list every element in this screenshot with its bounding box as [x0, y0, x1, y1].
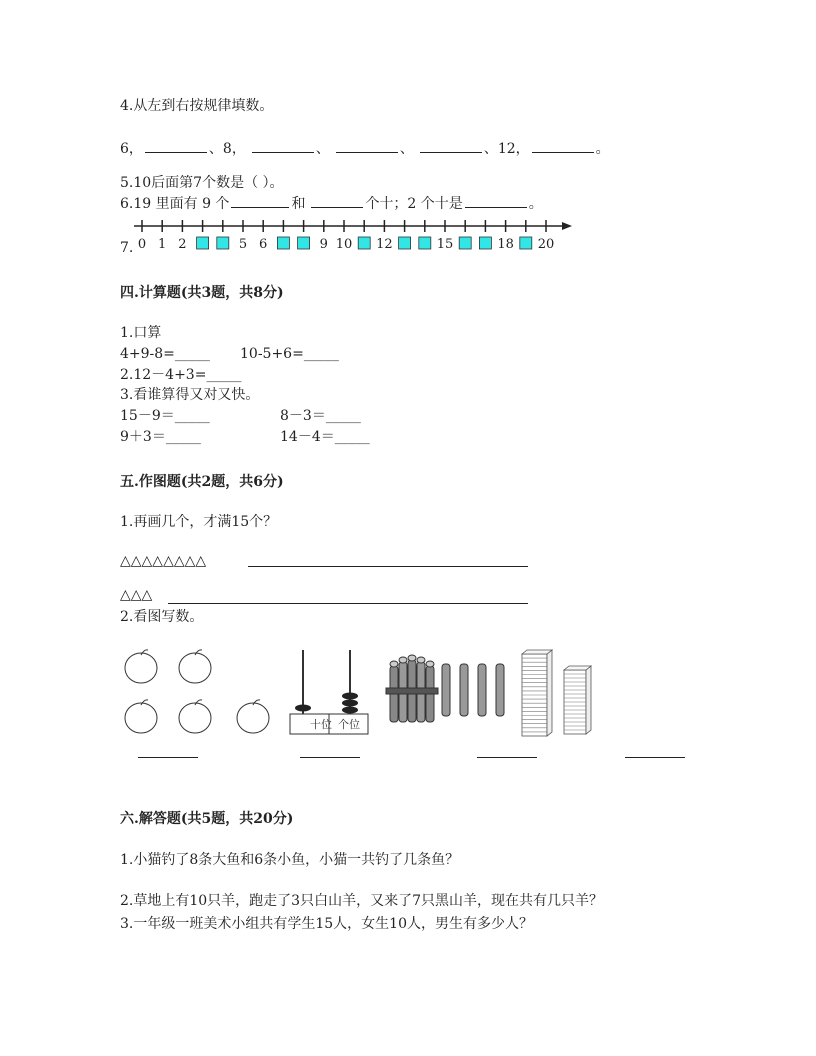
- seq-part: 。: [595, 141, 610, 157]
- number-line-label: 5: [238, 237, 248, 252]
- stick-icon: [442, 664, 450, 716]
- answer-line[interactable]: [625, 757, 685, 758]
- number-line-label: 9: [319, 237, 328, 252]
- seq-part: 、: [315, 141, 330, 157]
- answer-blank[interactable]: [145, 138, 207, 153]
- answer-blank[interactable]: [252, 138, 314, 153]
- seq-part: 、: [399, 141, 414, 157]
- calc-q3-c: 9＋3＝_____: [120, 429, 201, 445]
- seq-part: 、8，: [208, 141, 246, 157]
- number-line-blank-box[interactable]: [520, 237, 532, 249]
- question-4-sequence: [120, 138, 610, 158]
- number-line-blank-box[interactable]: [358, 237, 370, 249]
- answer-blank[interactable]: [420, 138, 482, 153]
- answer-blank[interactable]: [231, 193, 289, 208]
- answer-line[interactable]: [477, 757, 537, 758]
- block-tower-icon: [522, 650, 552, 736]
- stick-icon: [478, 664, 486, 716]
- number-line-blank-box[interactable]: [298, 237, 310, 249]
- number-line-label: 15: [436, 237, 454, 252]
- answer-q1: 1.小猫钓了8条大鱼和6条小鱼，小猫一共钓了几条鱼？: [120, 852, 460, 868]
- stick-icon: [496, 664, 504, 716]
- number-line-blank-box[interactable]: [197, 237, 209, 249]
- triangle-row-2: △△△: [120, 587, 153, 603]
- apple-icon: [125, 650, 157, 683]
- apple-icon: [237, 700, 269, 733]
- apple-icon: [125, 700, 157, 733]
- stick-bundle-icon: [386, 655, 438, 722]
- q6-part3: 个十；2 个十是: [365, 196, 463, 212]
- answer-blank[interactable]: [532, 138, 594, 153]
- number-line-blank-box[interactable]: [277, 237, 289, 249]
- number-line-blank-box[interactable]: [459, 237, 471, 249]
- calc-q2: 2.12－4+3=_____: [120, 367, 242, 383]
- question-7-label: 7.: [120, 240, 134, 256]
- calc-q3-a: 15－9＝_____: [120, 408, 210, 424]
- q6-part4: 。: [528, 196, 543, 212]
- number-line: [130, 214, 580, 258]
- question-5: 5.10后面第7个数是（ ）。: [120, 175, 284, 191]
- number-line-label: 18: [497, 237, 514, 252]
- number-line-label: 0: [137, 237, 147, 252]
- q6-part1: 6.19 里面有 9 个: [120, 196, 230, 212]
- seq-part: 6，: [120, 141, 143, 157]
- arrow-head-icon: [562, 222, 572, 230]
- number-line-label: 6: [259, 237, 268, 252]
- answer-blank[interactable]: [311, 193, 363, 208]
- answer-blank[interactable]: [465, 193, 527, 208]
- question-4-title: 4.从左到右按规律填数。: [120, 98, 274, 114]
- answer-q3: 3.一年级一班美术小组共有学生15人，女生10人，男生有多少人？: [120, 916, 533, 932]
- apple-group: [125, 650, 269, 733]
- answer-blank[interactable]: [336, 138, 398, 153]
- section-6-title: 六.解答题(共5题，共20分): [120, 811, 294, 827]
- apple-icon: [179, 650, 211, 683]
- count-pictures: [118, 646, 698, 742]
- number-line-label: 2: [178, 237, 187, 252]
- question-6: [120, 193, 543, 213]
- section-5-title: 五.作图题(共2题，共6分): [120, 474, 284, 490]
- block-tower-icon: [564, 666, 591, 734]
- drawing-line-2[interactable]: [168, 603, 528, 604]
- number-line-blank-box[interactable]: [479, 237, 491, 249]
- answer-line[interactable]: [300, 757, 360, 758]
- abacus-tens-label: 十位: [310, 718, 332, 731]
- number-line-label: 20: [537, 237, 555, 252]
- apple-icon: [179, 700, 211, 733]
- draw-q1-title: 1.再画几个，才满15个？: [120, 514, 278, 530]
- number-line-label: 12: [376, 237, 393, 252]
- single-sticks: [442, 664, 504, 716]
- calc-q1-title: 1.口算: [120, 325, 162, 341]
- abacus-ones-label: 个位: [338, 718, 360, 731]
- number-line-blank-box[interactable]: [419, 237, 431, 249]
- answer-line[interactable]: [138, 757, 198, 758]
- q6-part2: 和: [291, 196, 306, 212]
- calc-q3-b: 8－3＝_____: [280, 408, 361, 424]
- number-line-label: 10: [335, 237, 353, 252]
- number-line-label: 1: [158, 237, 167, 252]
- calc-q1-b: 10-5+6=_____: [240, 346, 339, 362]
- section-4-title: 四.计算题(共3题，共8分): [120, 285, 284, 301]
- draw-q2-title: 2.看图写数。: [120, 609, 204, 625]
- seq-part: 、12，: [483, 141, 530, 157]
- drawing-line-1[interactable]: [248, 566, 528, 567]
- number-line-blank-box[interactable]: [217, 237, 229, 249]
- calc-q3-d: 14－4＝_____: [280, 429, 370, 445]
- calc-q3-title: 3.看谁算得又对又快。: [120, 387, 260, 403]
- stick-icon: [460, 664, 468, 716]
- number-line-blank-box[interactable]: [399, 237, 411, 249]
- calc-q1-a: 4+9-8=_____: [120, 346, 210, 362]
- answer-q2: 2.草地上有10只羊，跑走了3只白山羊，又来了7只黑山羊，现在共有几只羊？: [120, 893, 603, 909]
- triangle-row-1: △△△△△△△△: [120, 553, 207, 569]
